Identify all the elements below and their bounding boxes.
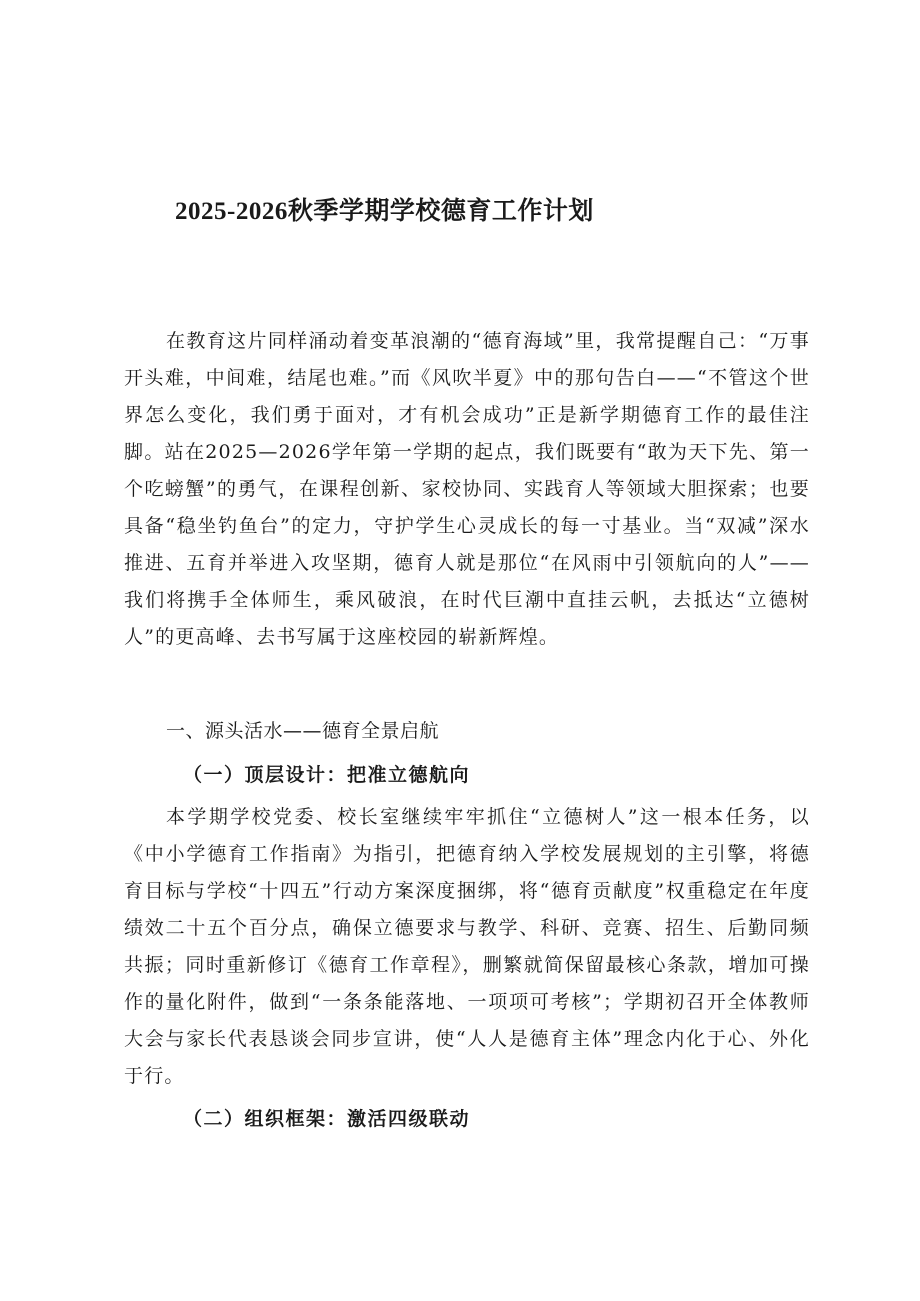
- document-title: 2025-2026秋季学期学校德育工作计划: [175, 198, 594, 225]
- subsection-heading: （二）组织框架：激活四级联动: [183, 1108, 471, 1130]
- intro-paragraph: 在教育这片同样涌动着变革浪潮的“德育海域”里，我常提醒自己：“万事开头难，中间难，结尾也难。”而《风吹半夏》中的那句告白——“不管这个世界怎么变化，我们勇于面对，才有机会成功”正是新学期德育工作的最佳注脚。站在2025—2026学年第一学期的起点，我们既要有“敢为天下先、第一个吃螃蟹”的勇气，在课程创新、家校协同、实践育人等领域大胆探索；也要具备“稳坐钓鱼台”的定力，守护学生心灵成长的每一寸基业。当“双减”深水推进、五育并举进入攻坚期，德育人就是那位“在风雨中引领航向的人”——我们将携手全体师生，乘风破浪，在时代巨潮中直挂云帆，去抵达“立德树人”的更高峰、去书写属于这座校园的崭新辉煌。: [124, 330, 810, 648]
- section-heading: 一、源头活水——德育全景启航: [166, 720, 440, 742]
- subsection-heading: （一）顶层设计：把准立德航向: [183, 764, 471, 786]
- body-paragraph: 本学期学校党委、校长室继续牢牢抓住“立德树人”这一根本任务，以《中小学德育工作指南》为指引，把德育纳入学校发展规划的主引擎，将德育目标与学校“十四五”行动方案深度捆绑，将“德育贡献度”权重稳定在年度绩效二十五个百分点，确保立德要求与教学、科研、竞赛、招生、后勤同频共振；同时重新修订《德育工作章程》，删繁就简保留最核心条款，增加可操作的量化附件，做到“一条条能落地、一项项可考核”；学期初召开全体教师大会与家长代表恳谈会同步宣讲，使“人人是德育主体”理念内化于心、外化于行。: [124, 806, 810, 1087]
